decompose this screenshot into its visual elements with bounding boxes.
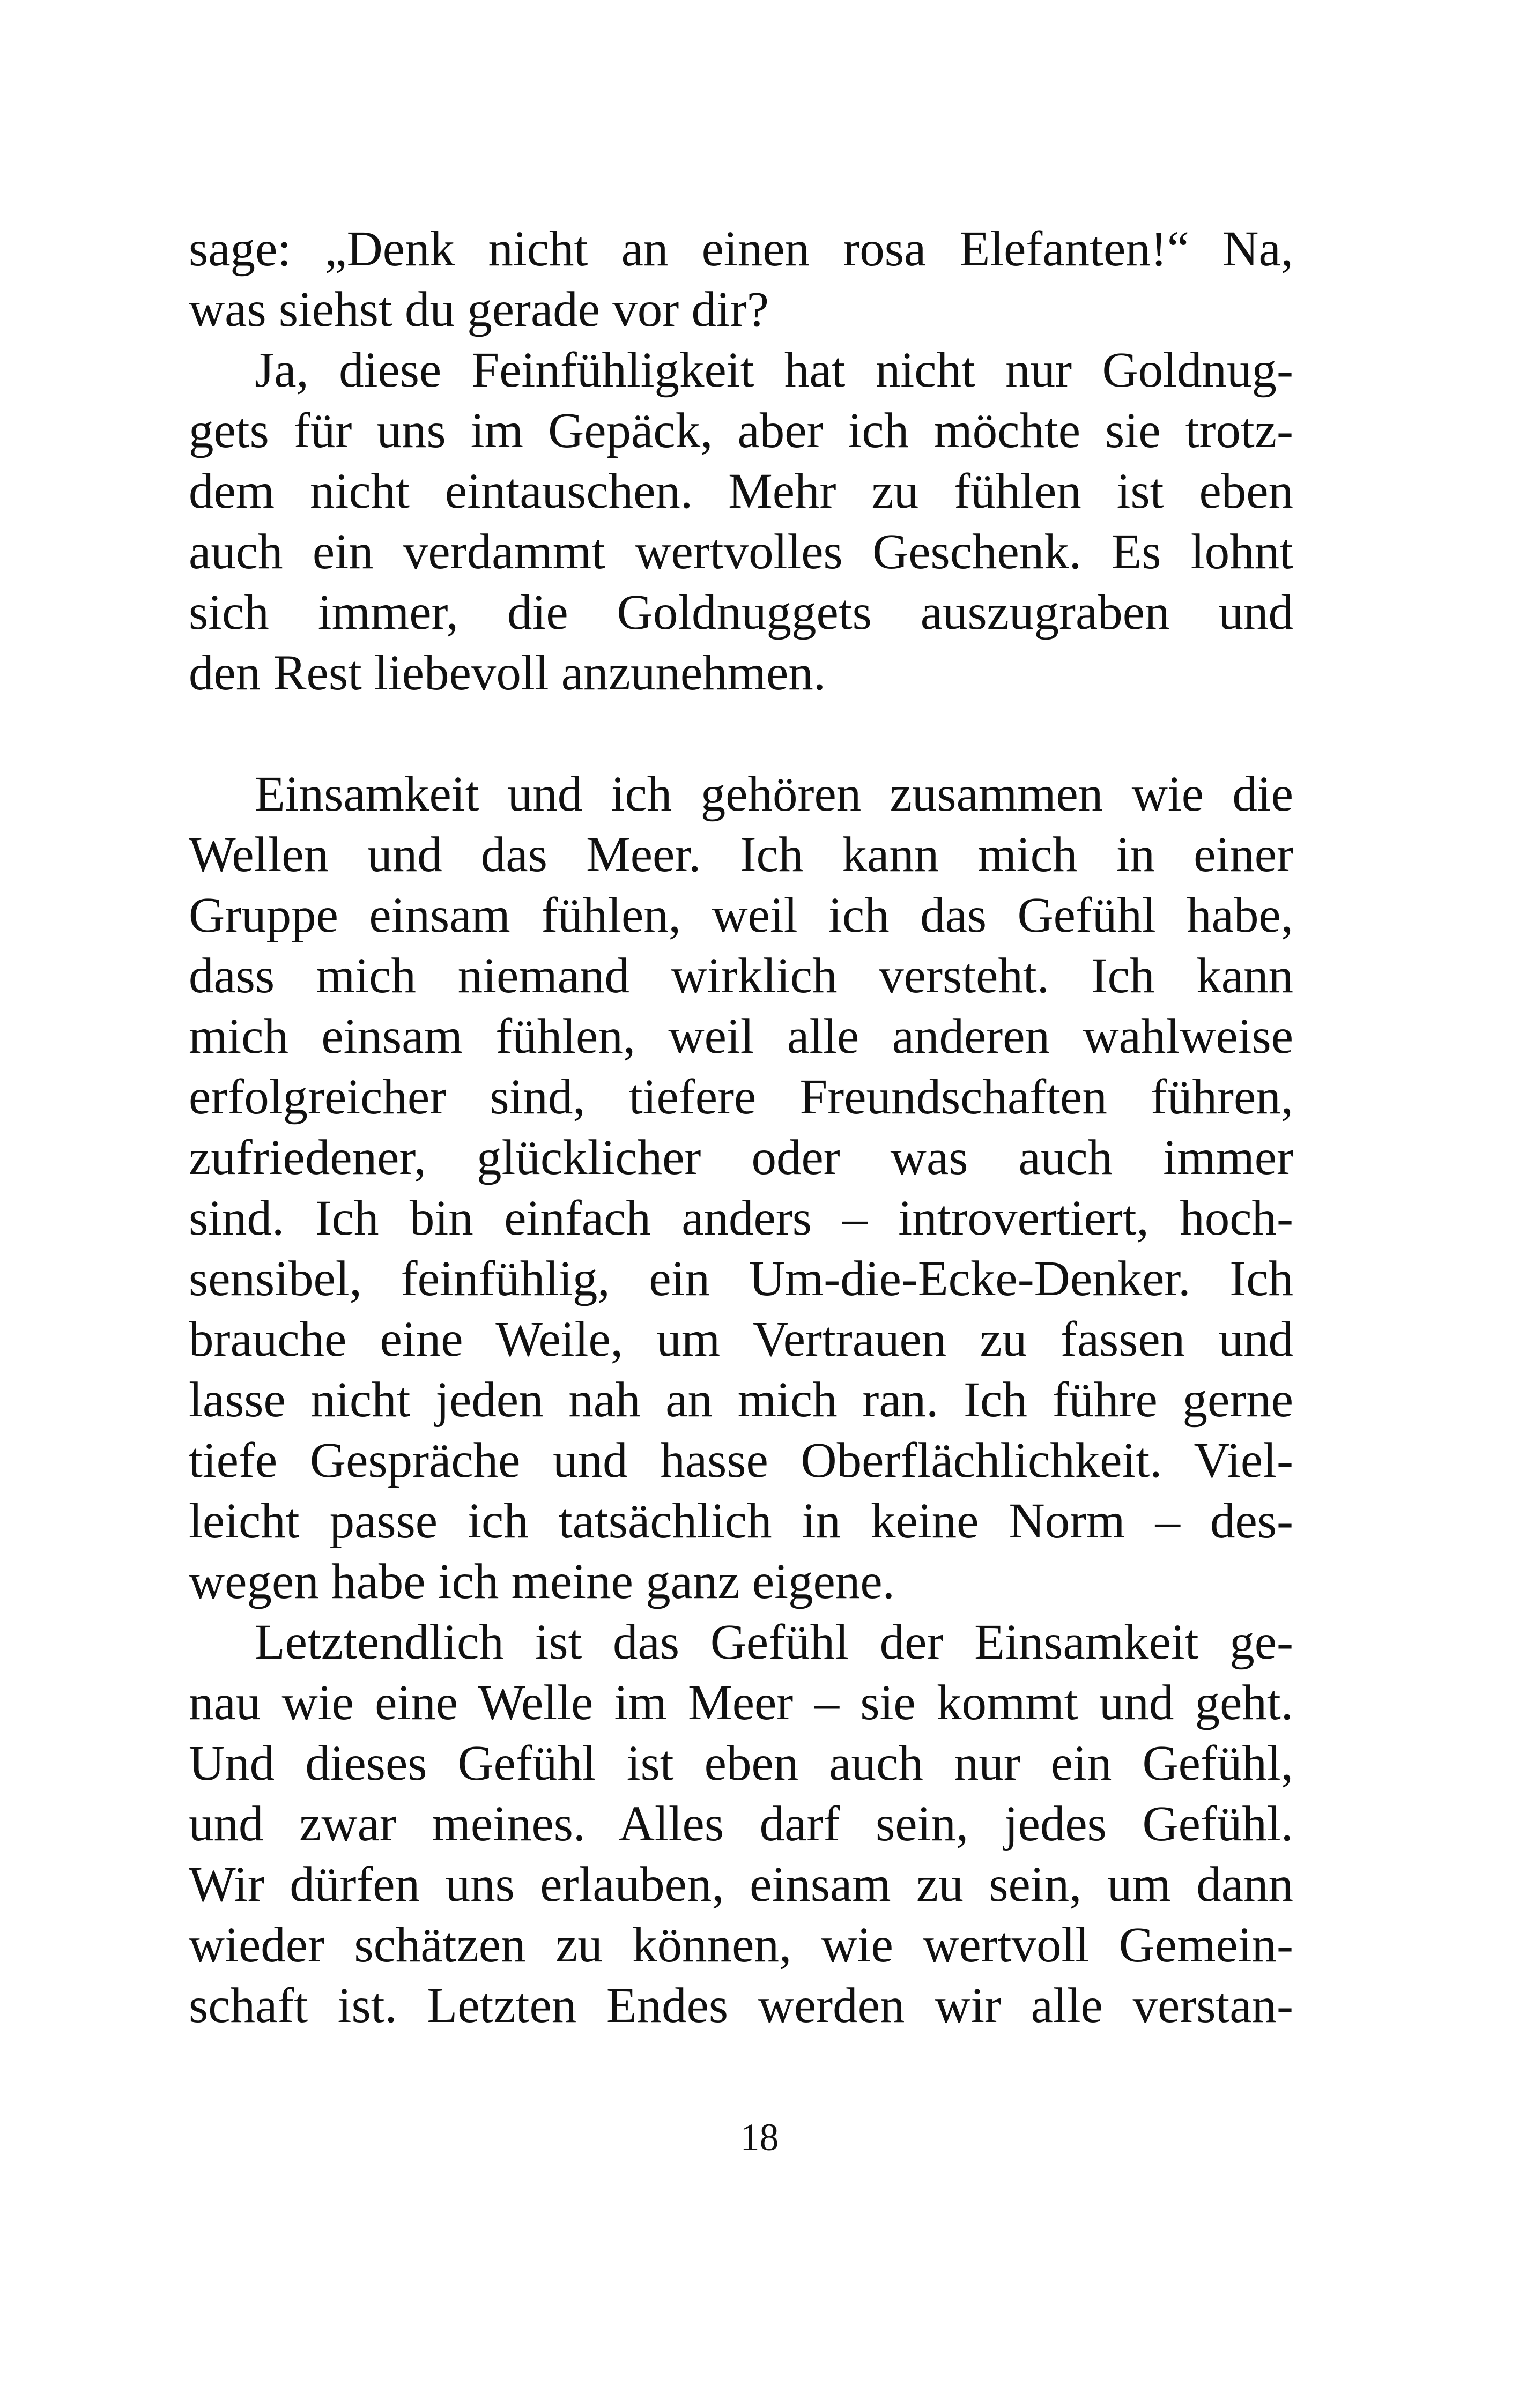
text-line: was siehst du gerade vor dir? <box>189 282 769 337</box>
section-break <box>189 703 1293 764</box>
page-number: 18 <box>740 2116 779 2159</box>
text-line: lasse nicht jeden nah an mich ran. Ich führe gerne <box>189 1372 1293 1428</box>
text-line: zufriedener, glücklicher oder was auch immer <box>189 1130 1293 1185</box>
text-line: wegen habe ich meine ganz eigene. <box>189 1554 895 1609</box>
text-line: Wir dürfen uns erlauben, einsam zu sein, um dann <box>189 1857 1293 1912</box>
text-line: nau wie eine Welle im Meer – sie kommt und geht. <box>189 1675 1293 1730</box>
text-line: mich einsam fühlen, weil alle anderen wahlweise <box>189 1009 1293 1064</box>
text-line: Ja, diese Feinfühligkeit hat nicht nur Goldnug- <box>255 343 1293 398</box>
text-line: tiefe Gespräche und hasse Oberflächlichkeit. Viel- <box>189 1433 1293 1488</box>
text-line: Gruppe einsam fühlen, weil ich das Gefühl habe, <box>189 888 1293 943</box>
body-text <box>189 219 1293 2036</box>
text-line: gets für uns im Gepäck, aber ich möchte sie trotz- <box>189 403 1293 458</box>
text-line: dem nicht eintauschen. Mehr zu fühlen ist eben <box>189 464 1293 519</box>
text-line: dass mich niemand wirklich versteht. Ich kann <box>189 948 1293 1004</box>
text-line: sich immer, die Goldnuggets auszugraben und <box>189 585 1293 640</box>
text-line: Wellen und das Meer. Ich kann mich in einer <box>189 827 1293 882</box>
text-line: sage: „Denk nicht an einen rosa Elefanten!“ Na, <box>189 221 1293 277</box>
text-line: brauche eine Weile, um Vertrauen zu fassen und <box>189 1312 1293 1367</box>
text-line: wieder schätzen zu können, wie wertvoll Gemein- <box>189 1918 1293 1973</box>
text-line: auch ein verdammt wertvolles Geschenk. Es lohnt <box>189 524 1293 579</box>
text-line: schaft ist. Letzten Endes werden wir alle verstan- <box>189 1978 1293 2033</box>
text-line: Letztendlich ist das Gefühl der Einsamkeit ge- <box>255 1615 1293 1670</box>
text-line: leicht passe ich tatsächlich in keine Norm – des- <box>189 1493 1293 1549</box>
text-line: den Rest liebevoll anzunehmen. <box>189 645 826 701</box>
text-line: sensibel, feinfühlig, ein Um-die-Ecke-Denker. Ich <box>189 1251 1293 1306</box>
text-line: sind. Ich bin einfach anders – introvertiert, hoch- <box>189 1191 1293 1246</box>
text-line: Und dieses Gefühl ist eben auch nur ein Gefühl, <box>189 1736 1293 1791</box>
text-line: und zwar meines. Alles darf sein, jedes Gefühl. <box>189 1796 1293 1852</box>
text-line: erfolgreicher sind, tiefere Freundschaften führen, <box>189 1069 1293 1125</box>
text-line: Einsamkeit und ich gehören zusammen wie die <box>255 767 1293 822</box>
